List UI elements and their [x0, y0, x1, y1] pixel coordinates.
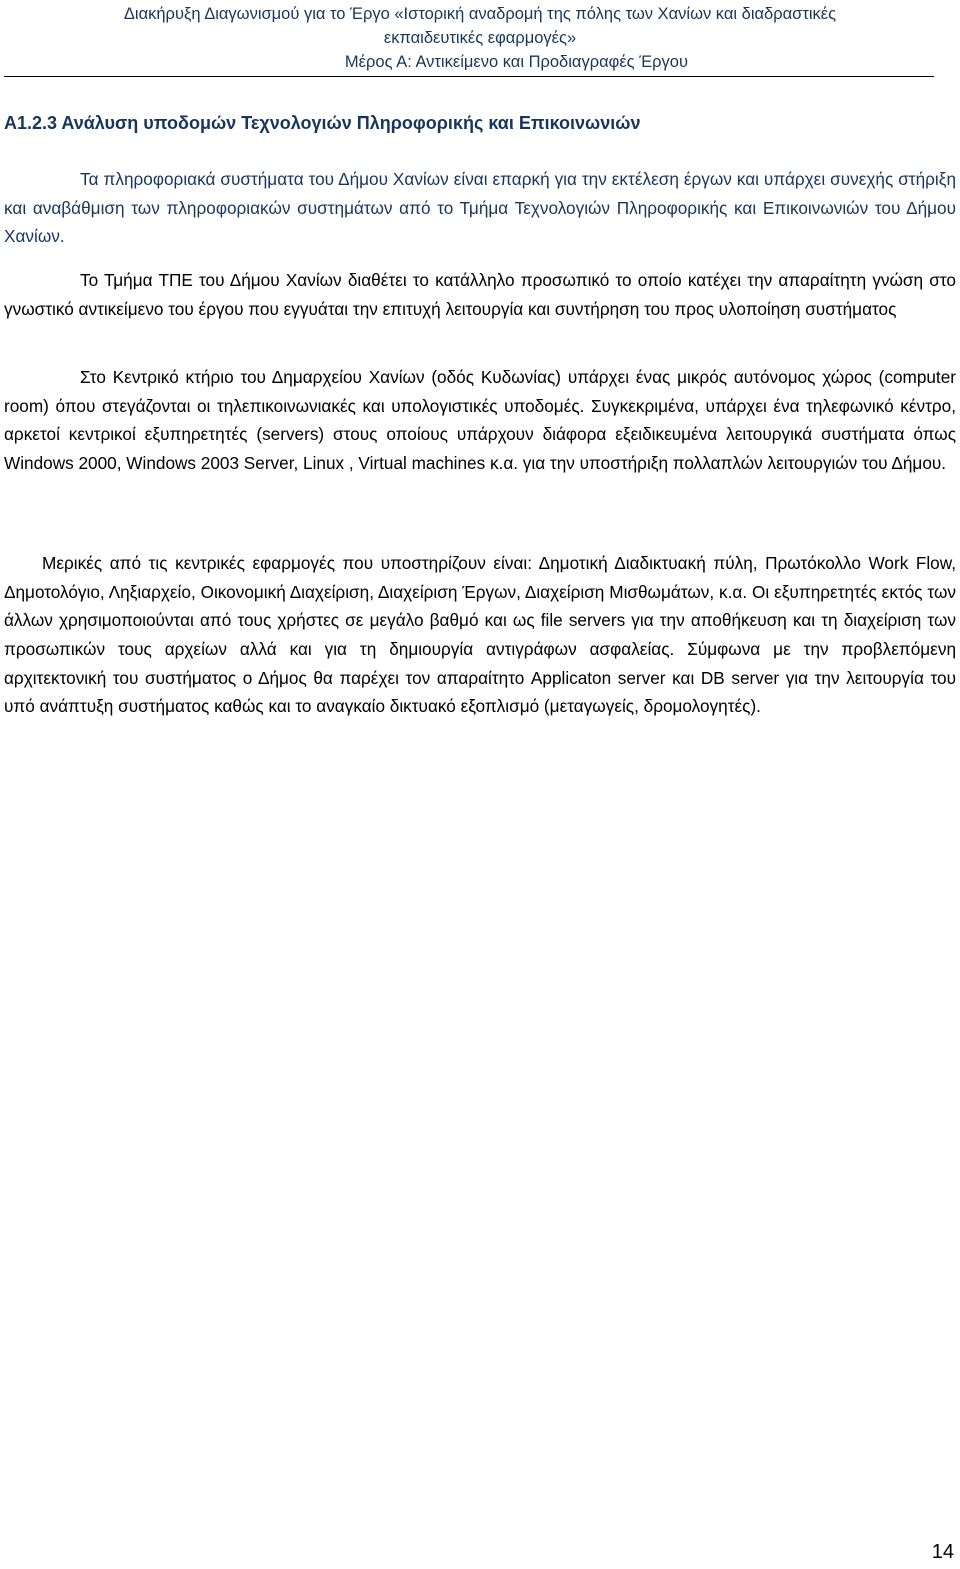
paragraph-computer-room: Στο Κεντρικό κτήριο του Δημαρχείου Χανίων (οδός Κυδωνίας) υπάρχει ένας μικρός αυτόνομος χώρος (computer room) όπου στεγάζονται οι τηλεπικοινωνιακές και υπολογιστικές υποδομές. Συγκεκριμένα, υπάρχει ένα τηλεφωνικό κέντρο, αρκετοί κεντρικοί εξυπηρετητές (servers) στους οποίους υπάρχουν διάφορα εξειδικευμένα λειτουργικά συστήματα όπως Windows 2000, Windows 2003 Server, Linux , Virtual machines κ.α. για την υποστήριξη πολλαπλών λειτουργιών του Δήμου.	[4, 367, 956, 473]
page-number: 14	[931, 1541, 954, 1563]
header-title-line-2: εκπαιδευτικές εφαρμογές»	[383, 29, 577, 47]
page-header	[0, 2, 960, 74]
paragraph-central-applications: Μερικές από τις κεντρικές εφαρμογές που υποστηρίζουν είναι: Δημοτική Διαδικτυακή πύλη, Πρωτόκολλο Work Flow, Δημοτολόγιο, Ληξιαρχείο, Οικονομική Διαχείριση, Διαχείριση Έργων, Διαχείριση Μισθωμάτων, κ.α. Οι εξυπηρετητές εκτός των άλλων χρησιμοποιούνται από τους χρήστες σε μεγάλο βαθμό και ως file servers για την αποθήκευση και τη διαχείριση των προσωπικών τους αρχείων αλλά και για τη δημιουργία αντιγράφων ασφαλείας. Σύμφωνα με την προβλεπόμενη αρχιτεκτονική του συστήματος ο Δήμος θα παρέχει τον απαραίτητο Applicaton server και DB server για την λειτουργία του υπό ανάπτυξη συστήματος καθώς και το αναγκαίο δικτυακό εξοπλισμό (μεταγωγείς, δρομολογητές).	[4, 553, 956, 717]
header-title-line-1: Διακήρυξη Διαγωνισμού για το Έργο «Ιστορική αναδρομή της πόλης των Χανίων και διαδραστικές	[123, 5, 837, 23]
section-heading: Α1.2.3 Ανάλυση υποδομών Τεχνολογιών Πληροφορικής και Επικοινωνιών	[4, 113, 641, 133]
header-subtitle: Μέρος Α: Αντικείμενο και Προδιαγραφές Έργου	[344, 53, 688, 71]
header-divider	[4, 76, 934, 77]
paragraph-it-systems: Τα πληροφοριακά συστήματα του Δήμου Χανίων είναι επαρκή για την εκτέλεση έργων και υπάρχει συνεχής στήριξη και αναβάθμιση των πληροφοριακών συστημάτων από το Τμήμα Τεχνολογιών Πληροφορικής και Επικοινωνιών του Δήμου Χανίων.	[4, 169, 956, 247]
paragraph-ict-department: Το Τμήμα ΤΠΕ του Δήμου Χανίων διαθέτει το κατάλληλο προσωπικό το οποίο κατέχει την απαραίτητη γνώση στο γνωστικό αντικείμενο του έργου που εγγυάται την επιτυχή λειτουργία και συντήρηση του προς υλοποίηση συστήματος	[4, 270, 956, 319]
